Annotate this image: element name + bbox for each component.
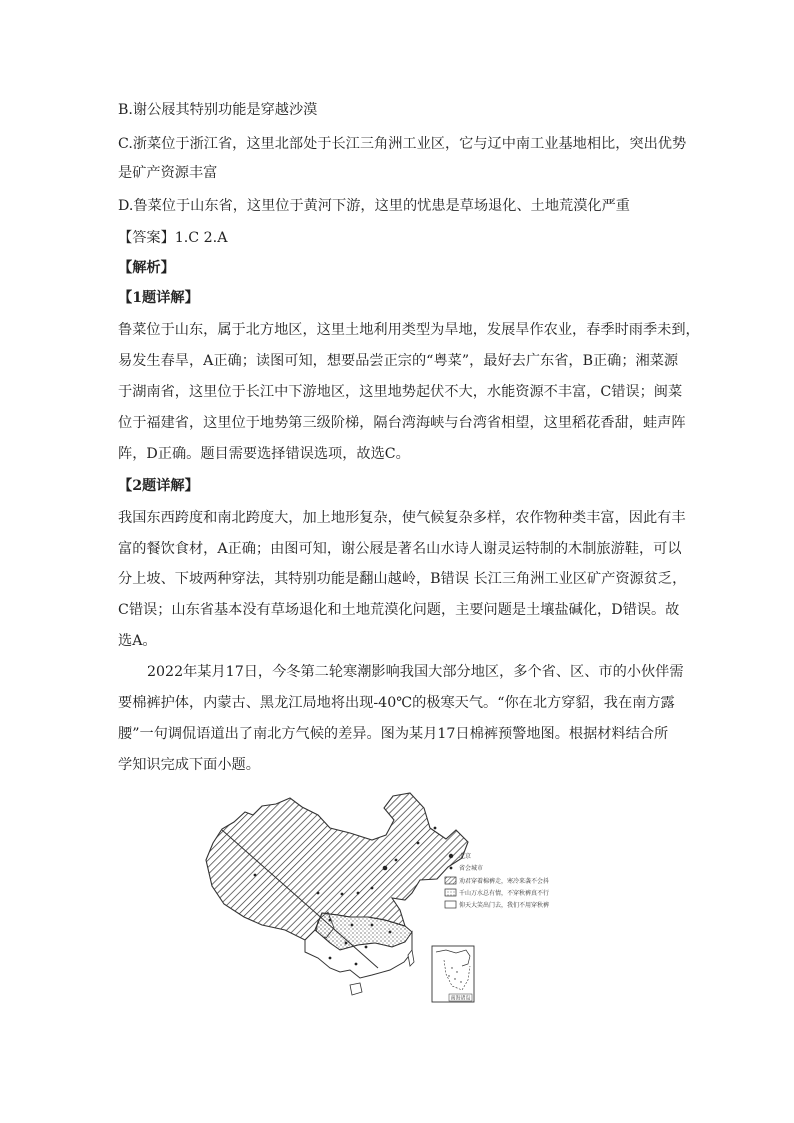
legend-blank-label: 仰天大笑出门去，我们不用穿秋裤 — [459, 902, 550, 909]
city-dot — [417, 842, 420, 845]
legend-capital-label: 省会城市 — [459, 865, 484, 872]
map-hainan — [350, 983, 362, 995]
city-dot — [395, 859, 398, 862]
city-dot — [434, 827, 437, 830]
city-dot — [371, 924, 374, 927]
legend-hatched-label: 劝君穿着棉裤走，寒冷来袭不会抖 — [459, 878, 550, 885]
south-china-sea-inset — [432, 946, 474, 1002]
q2-paragraph-line: C错误；山东省基本没有草场退化和土地荒漠化问题，主要问题是土壤盐碱化，D错误。故 — [118, 602, 680, 618]
map-legend — [445, 852, 549, 909]
answer-line: 【答案】1.C 2.A — [118, 230, 228, 246]
option-c: C.浙菜位于浙江省，这里北部处于长江三角洲工业区，它与辽中南工业基地相比，突出优势 — [118, 136, 687, 152]
analysis-heading: 【解析】 — [118, 260, 175, 276]
city-dot — [355, 963, 358, 966]
q2-heading: 【2题详解】 — [118, 478, 199, 494]
inset-label: 南海诸岛 — [450, 995, 471, 1002]
inset-frame — [432, 946, 474, 1002]
q2-paragraph-line: 选A。 — [118, 633, 157, 649]
beijing-dot — [383, 866, 388, 871]
city-dot — [389, 931, 392, 934]
legend-beijing-symbol — [449, 854, 453, 858]
material-paragraph-line: 要棉裤护体，内蒙古、黑龙江局地将出现-40℃的极寒天气。“你在北方穿貂，我在南方露 — [118, 695, 675, 711]
city-dot — [317, 892, 320, 895]
legend-hatched-swatch — [445, 877, 456, 884]
city-dot — [357, 892, 360, 895]
city-dot — [365, 946, 368, 949]
city-dot — [345, 942, 348, 945]
material-paragraph-line: 学知识完成下面小题。 — [118, 757, 260, 773]
material-paragraph-line: 腰”一句调侃语道出了南北方气候的差异。图为某月17日棉裤预警地图。根据材料结合所 — [118, 726, 669, 742]
option-d: D.鲁菜位于山东省，这里位于黄河下游，这里的忧患是草场退化、土地荒漠化严重 — [118, 198, 630, 214]
option-c-cont: 是矿产资源丰富 — [118, 165, 218, 181]
q1-paragraph-line: 易发生春旱，A正确；读图可知，想要品尝正宗的“粤菜”，最好去广东省，B正确；湘菜源 — [118, 353, 679, 369]
q1-paragraph-line: 鲁菜位于山东，属于北方地区，这里土地利用类型为旱地，发展旱作农业，春季时雨季未到， — [118, 322, 700, 338]
q1-heading: 【1题详解】 — [118, 290, 199, 306]
material-paragraph-line: 2022年某月17日，今冬第二轮寒潮影响我国大部分地区，多个省、区、市的小伙伴需 — [147, 664, 684, 680]
legend-dotted-label: 千山万水总有情，不穿秋裤真不行 — [459, 890, 550, 897]
q1-paragraph-line: 位于福建省，这里位于地势第三级阶梯，隔台湾海峡与台湾省相望，这里稻花香甜，蛙声阵 — [118, 415, 686, 431]
q1-paragraph-line: 于湖南省，这里位于长江中下游地区，这里地势起伏不大，水能资源不丰富，C错误；闽菜 — [118, 384, 683, 400]
city-dot — [351, 924, 354, 927]
city-dot — [371, 887, 374, 890]
legend-beijing-label: 北京 — [459, 853, 472, 860]
legend-blank-swatch — [445, 901, 456, 908]
city-dot — [254, 874, 257, 877]
legend-dotted-swatch — [445, 889, 456, 896]
q2-paragraph-line: 我国东西跨度和南北跨度大，加上地形复杂，使气候复杂多样，农作物种类丰富，因此有丰 — [118, 510, 686, 526]
city-dot — [341, 893, 344, 896]
q2-paragraph-line: 富的餐饮食材，A正确；由图可知，谢公屐是著名山水诗人谢灵运特制的木制旅游鞋，可以 — [118, 541, 682, 557]
q2-paragraph-line: 分上坡、下坡两种穿法，其特别功能是翻山越岭，B错误 长江三角洲工业区矿产资源贫乏， — [118, 571, 687, 587]
q1-paragraph-line: 阵，D正确。题目需要选择错误选项，故选C。 — [118, 446, 410, 462]
legend-capital-symbol — [450, 867, 453, 870]
option-b: B.谢公屐其特别功能是穿越沙漠 — [118, 102, 318, 118]
city-dot — [329, 919, 332, 922]
city-dot — [329, 957, 332, 960]
